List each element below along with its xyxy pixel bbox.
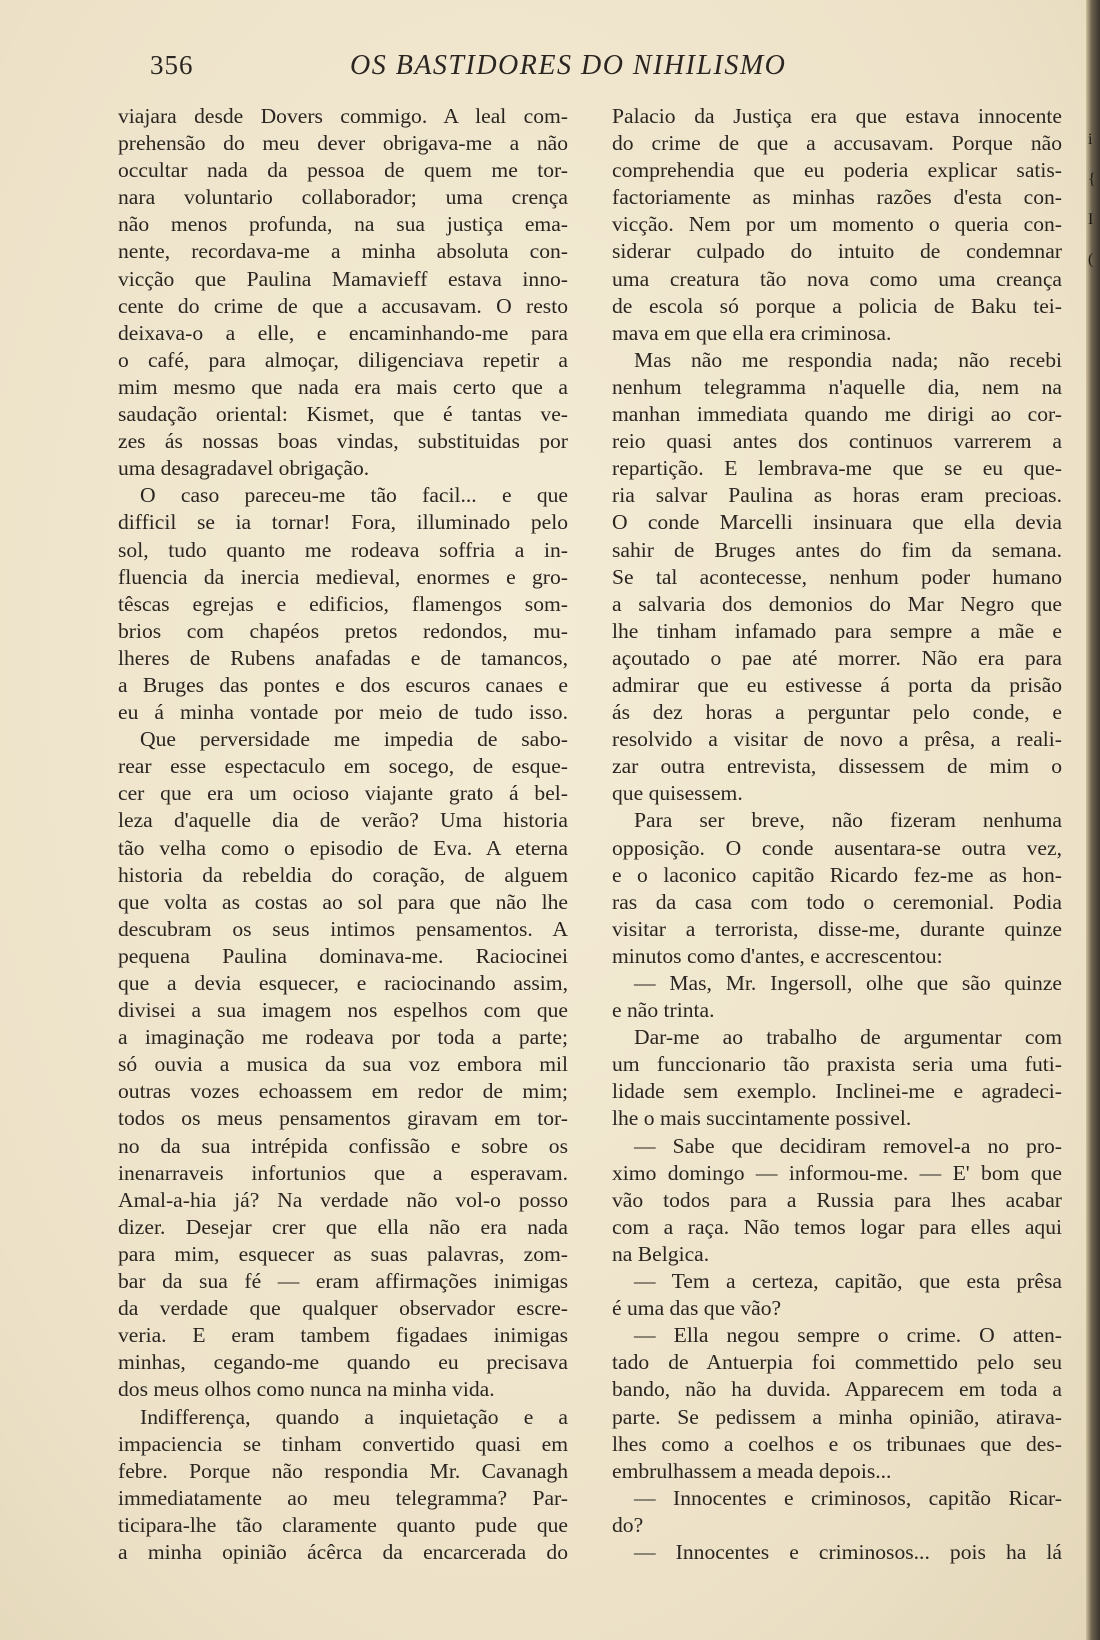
text-line: brios com chapéos pretos redondos, mu- <box>118 618 568 643</box>
text-line: ras da casa com todo o ceremonial. Podia <box>612 889 1062 914</box>
text-line: descubram os seus intimos pensamentos. A <box>118 916 568 941</box>
text-line: reio quasi antes dos continuos varrerem a <box>612 429 1062 454</box>
left-text-column <box>118 103 568 1566</box>
text-line: na Belgica. <box>612 1241 710 1266</box>
text-line: lheres de Rubens anafadas e de tamancos, <box>118 645 568 670</box>
text-line: vicção que Paulina Mamavieff estava inno- <box>118 266 568 291</box>
text-line: não menos profunda, na sua justiça ema- <box>118 212 568 237</box>
text-line: siderar culpado do intuito de condemnar <box>612 239 1062 264</box>
text-line: açoutado o pae até morrer. Não era para <box>612 645 1062 670</box>
text-line: Se tal acontecesse, nenhum poder humano <box>612 564 1062 589</box>
text-line: minhas, cegando-me quando eu precisava <box>118 1350 568 1375</box>
text-line: que a devia esquecer, e raciocinando assim, <box>118 971 568 995</box>
text-line: — Innocentes e criminosos... pois ha lá <box>634 1539 1062 1564</box>
text-line: vicção. Nem por um momento o queria con- <box>612 212 1062 237</box>
text-line: immediatamente ao meu telegramma? Par- <box>118 1485 568 1510</box>
text-line: de escola só porque a policia de Baku tei- <box>612 293 1062 318</box>
text-line: Indifferença, quando a inquietação e a <box>140 1404 568 1429</box>
text-line: ximo domingo — informou-me. — E' bom que <box>612 1160 1062 1185</box>
text-line: veria. E eram tambem figadaes inimigas <box>118 1323 568 1348</box>
text-line: a minha opinião ácêrca da encarcerada do <box>118 1539 568 1564</box>
text-line: com a raça. Não temos logar para elles aqui <box>612 1214 1062 1239</box>
text-line: cer que era um ocioso viajante grato á bel- <box>118 781 568 806</box>
text-line: cente do crime de que a accusavam. O resto <box>118 293 568 318</box>
edge-glyph: I <box>1088 211 1094 228</box>
text-line: todos os meus pensamentos giravam em tor- <box>118 1106 568 1131</box>
text-line: lhe o mais succintamente possivel. <box>612 1106 912 1131</box>
text-line: occultar nada da pessoa de quem me tor- <box>118 158 568 183</box>
text-line: ticipara-lhe tão claramente quanto pude que <box>118 1512 568 1537</box>
text-line: nara voluntario collaborador; uma crença <box>118 185 568 210</box>
text-line: prehensão do meu dever obrigava-me a não <box>118 131 568 156</box>
right-text-column <box>612 103 1062 1566</box>
text-line: impaciencia se tinham convertido quasi em <box>118 1431 568 1456</box>
page-header <box>120 50 880 90</box>
text-line: Amal-a-hia já? Na verdade não vol-o posso <box>118 1187 568 1212</box>
text-line: opposição. O conde ausentara-se outra vez, <box>612 835 1062 860</box>
text-line: admirar que eu estivesse á porta da prisão <box>612 672 1062 697</box>
text-line: O caso pareceu-me tão facil... e que <box>140 483 568 508</box>
text-line: rear esse espectaculo em socego, de esque- <box>118 754 568 779</box>
text-line: que quisessem. <box>612 781 743 806</box>
text-line: repartição. E lembrava-me que se eu que- <box>612 456 1062 481</box>
text-line: ria salvar Paulina as horas eram precioas. <box>612 483 1062 508</box>
text-line: nente, recordava-me a minha absoluta con- <box>118 239 568 264</box>
text-line: para mim, esquecer as suas palavras, zom- <box>118 1241 568 1266</box>
text-line: que volta as costas ao sol para que não lhe <box>118 889 568 914</box>
text-line: zar outra entrevista, dissessem de mim o <box>612 754 1062 779</box>
text-line: do crime de que a accusavam. Porque não <box>612 131 1062 156</box>
text-line: zes ás nossas boas vindas, substituidas por <box>118 429 568 454</box>
text-line: sahir de Bruges antes do fim da semana. <box>612 537 1062 562</box>
text-line: lidade sem exemplo. Inclinei-me e agradeci- <box>612 1079 1062 1104</box>
text-line: deixava-o a elle, e encaminhando-me para <box>118 320 568 345</box>
text-line: a salvaria dos demonios do Mar Negro que <box>612 591 1062 616</box>
text-line: sol, tudo quanto me rodeava soffria a in- <box>118 537 568 562</box>
text-line: lhe tinham infamado para sempre a mãe e <box>612 618 1062 643</box>
text-line: ás dez horas a perguntar pelo conde, e <box>612 700 1062 725</box>
text-line: mava em que ella era criminosa. <box>612 320 892 345</box>
text-line: resolvido a visitar de novo a prêsa, a reali- <box>612 727 1062 752</box>
text-line: Que perversidade me impedia de sabo- <box>140 727 568 752</box>
text-line: bando, não ha duvida. Apparecem em toda a <box>612 1377 1062 1402</box>
edge-glyph: { <box>1088 171 1096 188</box>
text-line: — Innocentes e criminosos, capitão Ricar- <box>634 1485 1062 1510</box>
text-line: Para ser breve, não fizeram nenhuma <box>634 808 1062 833</box>
text-line: Palacio da Justiça era que estava innocente <box>612 104 1062 128</box>
text-line: vão todos para a Russia para lhes acabar <box>612 1187 1062 1212</box>
text-line: no da sua intrépida confissão e sobre os <box>118 1133 568 1158</box>
text-line: só ouvia a musica da sua voz embora mil <box>118 1052 568 1077</box>
text-line: dizer. Desejar crer que ella não era nada <box>118 1214 568 1239</box>
text-line: viajara desde Dovers commigo. A leal com- <box>118 104 568 128</box>
text-line: parte. Se pedissem a minha opinião, atirava- <box>612 1404 1062 1429</box>
text-line: tão velha como o episodio de Eva. A eterna <box>118 835 568 860</box>
text-line: manhan immediata quando me dirigi ao cor- <box>612 402 1062 427</box>
text-line: factoriamente as minhas razões d'esta con- <box>612 185 1062 210</box>
edge-glyph: ( <box>1088 251 1094 268</box>
text-line: pequena Paulina dominava-me. Raciocinei <box>118 943 568 968</box>
text-line: inenarraveis infortunios que a esperavam. <box>118 1160 568 1185</box>
text-line: nenhum telegramma n'aquelle dia, nem na <box>612 374 1062 399</box>
text-line: e o laconico capitão Ricardo fez-me as hon- <box>612 862 1062 887</box>
text-line: dos meus olhos como nunca na minha vida. <box>118 1377 495 1402</box>
text-line: comprehendia que eu poderia explicar satis- <box>612 158 1062 183</box>
edge-glyph: i <box>1088 131 1093 148</box>
text-line: visitar a terrorista, disse-me, durante quinze <box>612 916 1062 941</box>
text-line: divisei a sua imagem nos espelhos com que <box>118 998 568 1023</box>
text-line: a imaginação me rodeava por toda a parte; <box>118 1025 568 1050</box>
running-title: OS BASTIDORES DO NIHILISMO <box>350 50 787 81</box>
adjacent-page-glyphs <box>1088 120 1096 280</box>
text-line: — Tem a certeza, capitão, que esta prêsa <box>634 1269 1062 1294</box>
text-line: a Bruges das pontes e dos escuros canaes e <box>118 672 568 697</box>
text-line: têscas egrejas e edificios, flamengos som- <box>118 591 568 616</box>
text-line: bar da sua fé — eram affirmações inimigas <box>118 1269 568 1294</box>
text-line: minutos como d'antes, e accrescentou: <box>612 943 943 968</box>
text-line: lhes como a coelhos e os tribunaes que des- <box>612 1431 1062 1456</box>
text-line: — Ella negou sempre o crime. O atten- <box>634 1323 1062 1348</box>
text-line: embrulhassem a meada depois... <box>612 1458 892 1483</box>
text-line: da verdade que qualquer observador escre- <box>118 1296 568 1321</box>
text-line: é uma das que vão? <box>612 1296 782 1321</box>
text-line: do? <box>612 1512 644 1537</box>
text-line: Dar-me ao trabalho de argumentar com <box>634 1025 1062 1050</box>
text-line: e não trinta. <box>612 998 715 1023</box>
text-line: saudação oriental: Kismet, que é tantas ve- <box>118 402 568 427</box>
text-line: historia da rebeldia do coração, de alguem <box>118 862 568 887</box>
text-line: febre. Porque não respondia Mr. Cavanagh <box>118 1458 568 1483</box>
text-line: o café, para almoçar, diligenciava repetir a <box>118 347 568 372</box>
text-line: um funccionario tão praxista seria uma futi- <box>612 1052 1062 1077</box>
text-line: leza d'aquelle dia de verão? Uma historia <box>118 808 568 833</box>
page-number: 356 <box>150 50 194 80</box>
text-line: uma creatura tão nova como uma creança <box>612 266 1062 291</box>
text-line: fluencia da inercia medieval, enormes e gro- <box>118 564 568 589</box>
text-line: uma desagradavel obrigação. <box>118 456 370 481</box>
text-line: — Mas, Mr. Ingersoll, olhe que são quinze <box>634 971 1062 995</box>
text-line: outras vozes echoassem em redor de mim; <box>118 1079 568 1104</box>
text-line: mim mesmo que nada era mais certo que a <box>118 374 568 399</box>
text-line: tado de Antuerpia foi commettido pelo seu <box>612 1350 1062 1375</box>
text-line: eu á minha vontade por meio de tudo isso. <box>118 700 568 725</box>
text-line: Mas não me respondia nada; não recebi <box>634 347 1062 372</box>
text-line: — Sabe que decidiram removel-a no pro- <box>634 1133 1062 1158</box>
text-line: O conde Marcelli insinuara que ella devia <box>612 510 1062 535</box>
text-line: difficil se ia tornar! Fora, illuminado pelo <box>118 510 568 535</box>
